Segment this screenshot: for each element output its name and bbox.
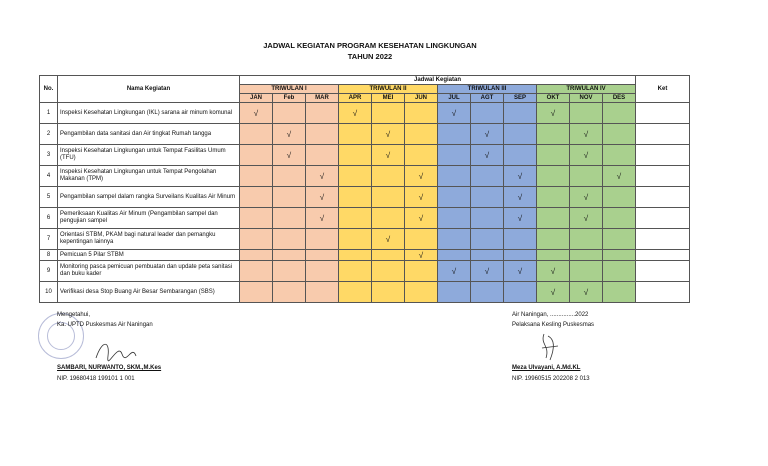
month-cell [240, 124, 273, 145]
month-cell [471, 208, 504, 229]
month-cell [438, 250, 471, 261]
month-cell [504, 145, 537, 166]
month-cell [339, 103, 372, 124]
check-mark: √ [583, 192, 589, 202]
month-cell [603, 229, 636, 250]
month-cell [570, 145, 603, 166]
activity-name: Pemeriksaan Kualitas Air Minum (Pengambilan sampel dan pengujian sampel [58, 208, 240, 229]
activity-name: Verifikasi desa Stop Buang Air Besar Sembarangan (SBS) [58, 282, 240, 303]
month-cell [339, 282, 372, 303]
header-quarter-2: TRIWULAN II [339, 85, 438, 94]
month-cell [471, 124, 504, 145]
month-cell [306, 124, 339, 145]
ket-cell [636, 250, 690, 261]
check-mark: √ [484, 150, 490, 160]
header-month-apr: APR [339, 94, 372, 103]
row-number: 3 [40, 145, 58, 166]
month-cell [306, 166, 339, 187]
month-cell [405, 261, 438, 282]
month-cell [372, 124, 405, 145]
check-mark: √ [550, 108, 556, 118]
check-mark: √ [583, 150, 589, 160]
table-row [40, 208, 690, 229]
check-mark: √ [550, 266, 556, 276]
month-cell [339, 187, 372, 208]
check-mark: √ [385, 150, 391, 160]
row-number: 1 [40, 103, 58, 124]
month-cell [537, 282, 570, 303]
month-cell [339, 208, 372, 229]
month-cell [240, 145, 273, 166]
month-cell [438, 261, 471, 282]
month-cell [372, 103, 405, 124]
check-mark: √ [451, 108, 457, 118]
row-number: 6 [40, 208, 58, 229]
month-cell [570, 124, 603, 145]
row-number: 10 [40, 282, 58, 303]
row-number: 5 [40, 187, 58, 208]
month-cell [504, 166, 537, 187]
check-mark: √ [352, 108, 358, 118]
month-cell [570, 229, 603, 250]
month-cell [438, 124, 471, 145]
month-cell [537, 187, 570, 208]
month-cell [306, 145, 339, 166]
month-cell [405, 208, 438, 229]
row-number: 9 [40, 261, 58, 282]
ket-cell [636, 166, 690, 187]
month-cell [372, 250, 405, 261]
table-row [40, 103, 690, 124]
header-name: Nama Kegiatan [58, 76, 240, 103]
month-cell [405, 103, 438, 124]
month-cell [372, 261, 405, 282]
month-cell [471, 229, 504, 250]
header-quarter-1: TRIWULAN I [240, 85, 339, 94]
month-cell [603, 124, 636, 145]
month-cell [504, 103, 537, 124]
check-mark: √ [319, 171, 325, 181]
activity-name: Inspeksi Kesehatan Lingkungan untuk Tempat Pengolahan Makanan (TPM) [58, 166, 240, 187]
month-cell [273, 187, 306, 208]
activity-name: Orientasi STBM, PKAM bagi natural leader dan pemangku kepentingan lainnya [58, 229, 240, 250]
month-cell [273, 250, 306, 261]
schedule-body [40, 103, 690, 303]
month-cell [405, 145, 438, 166]
check-mark: √ [253, 108, 259, 118]
activity-name: Inspeksi Kesehatan Lingkungan (IKL) sarana air minum komunal [58, 103, 240, 124]
month-cell [537, 166, 570, 187]
month-cell [471, 166, 504, 187]
month-cell [603, 145, 636, 166]
month-cell [504, 208, 537, 229]
month-cell [240, 103, 273, 124]
check-mark: √ [484, 129, 490, 139]
row-number: 7 [40, 229, 58, 250]
row-number: 4 [40, 166, 58, 187]
month-cell [372, 166, 405, 187]
check-mark: √ [286, 150, 292, 160]
ket-cell [636, 145, 690, 166]
month-cell [570, 208, 603, 229]
month-cell [537, 145, 570, 166]
table-row [40, 187, 690, 208]
month-cell [570, 261, 603, 282]
header-month-agt: AGT [471, 94, 504, 103]
header-month-nov: NOV [570, 94, 603, 103]
month-cell [306, 208, 339, 229]
month-cell [240, 282, 273, 303]
month-cell [273, 229, 306, 250]
signature-left-line1: Mengetahui, [57, 312, 91, 318]
header-month-sep: SEP [504, 94, 537, 103]
month-cell [504, 187, 537, 208]
header-schedule: Jadwal Kegiatan [240, 76, 636, 85]
row-number: 2 [40, 124, 58, 145]
check-mark: √ [418, 213, 424, 223]
check-mark: √ [418, 192, 424, 202]
check-mark: √ [418, 250, 424, 260]
ket-cell [636, 103, 690, 124]
header-ket: Ket [636, 76, 690, 103]
table-row [40, 282, 690, 303]
check-mark: √ [319, 213, 325, 223]
activity-name: Inspeksi Kesehatan Lingkungan untuk Tempat Fasilitas Umum (TFU) [58, 145, 240, 166]
month-cell [504, 282, 537, 303]
header-month-jun: JUN [405, 94, 438, 103]
month-cell [273, 145, 306, 166]
check-mark: √ [583, 129, 589, 139]
month-cell [570, 166, 603, 187]
month-cell [504, 124, 537, 145]
month-cell [306, 187, 339, 208]
month-cell [537, 229, 570, 250]
month-cell [372, 145, 405, 166]
month-cell [603, 187, 636, 208]
ket-cell [636, 208, 690, 229]
signature-right-line2: Pelaksana Kesling Puskesmas [512, 322, 595, 328]
month-cell [273, 261, 306, 282]
signature-right-name: Meza Ulvayani, A.Md.KL [512, 365, 581, 371]
month-cell [273, 103, 306, 124]
month-cell [339, 145, 372, 166]
month-cell [471, 282, 504, 303]
activity-name: Pengambilan data sanitasi dan Air tingkat Rumah tangga [58, 124, 240, 145]
month-cell [504, 229, 537, 250]
check-mark: √ [385, 129, 391, 139]
month-cell [438, 145, 471, 166]
month-cell [240, 250, 273, 261]
month-cell [306, 250, 339, 261]
table-row [40, 229, 690, 250]
header-quarter-3: TRIWULAN III [438, 85, 537, 94]
month-cell [537, 261, 570, 282]
table-row [40, 261, 690, 282]
month-cell [306, 103, 339, 124]
month-cell [603, 166, 636, 187]
check-mark: √ [286, 129, 292, 139]
month-cell [339, 261, 372, 282]
month-cell [570, 187, 603, 208]
check-mark: √ [517, 266, 523, 276]
month-cell [339, 124, 372, 145]
check-mark: √ [517, 213, 523, 223]
activity-name: Monitoring pasca pemicuan pembuatan dan update peta sanitasi dan buku kader [58, 261, 240, 282]
check-mark: √ [451, 266, 457, 276]
month-cell [306, 229, 339, 250]
month-cell [570, 103, 603, 124]
check-mark: √ [583, 213, 589, 223]
month-cell [504, 261, 537, 282]
month-cell [372, 208, 405, 229]
schedule-table [39, 75, 690, 303]
ket-cell [636, 187, 690, 208]
month-cell [471, 250, 504, 261]
month-cell [504, 250, 537, 261]
month-cell [603, 261, 636, 282]
month-cell [339, 250, 372, 261]
month-cell [372, 229, 405, 250]
month-cell [405, 282, 438, 303]
month-cell [306, 261, 339, 282]
month-cell [438, 103, 471, 124]
month-cell [471, 103, 504, 124]
document-subtitle: TAHUN 2022 [347, 52, 393, 61]
check-mark: √ [583, 287, 589, 297]
month-cell [240, 166, 273, 187]
month-cell [405, 187, 438, 208]
ket-cell [636, 282, 690, 303]
check-mark: √ [517, 192, 523, 202]
ket-cell [636, 261, 690, 282]
header-month-des: DES [603, 94, 636, 103]
ket-cell [636, 229, 690, 250]
month-cell [240, 229, 273, 250]
month-cell [273, 166, 306, 187]
month-cell [240, 187, 273, 208]
month-cell [438, 229, 471, 250]
signature-left-name: SAMBARI, NURWANTO, SKM.,M.Kes [57, 365, 162, 371]
month-cell [438, 187, 471, 208]
header-month-mei: MEI [372, 94, 405, 103]
month-cell [405, 124, 438, 145]
table-row [40, 250, 690, 261]
header-month-jul: JUL [438, 94, 471, 103]
header-month-mar: MAR [306, 94, 339, 103]
month-cell [273, 282, 306, 303]
activity-name: Pengambilan sampel dalam rangka Surveilans Kualitas Air Minum [58, 187, 240, 208]
month-cell [372, 282, 405, 303]
header-month-feb: Feb [273, 94, 306, 103]
month-cell [537, 250, 570, 261]
month-cell [471, 145, 504, 166]
signature-left-line2: Ka. UPTD Puskesmas Air Naningan [57, 322, 153, 328]
table-row [40, 145, 690, 166]
check-mark: √ [484, 266, 490, 276]
month-cell [570, 250, 603, 261]
signature-left-nip: NIP. 19680418 199101 1 001 [57, 376, 135, 382]
table-row [40, 166, 690, 187]
check-mark: √ [418, 171, 424, 181]
header-month-okt: OKT [537, 94, 570, 103]
month-cell [405, 229, 438, 250]
signature-right-nip: NIP. 19960515 202208 2 013 [512, 376, 590, 382]
month-cell [273, 208, 306, 229]
month-cell [537, 208, 570, 229]
document-title: JADWAL KEGIATAN PROGRAM KESEHATAN LINGKUNGAN [263, 41, 477, 50]
activity-name: Pemicuan 5 Pilar STBM [58, 250, 240, 261]
row-number: 8 [40, 250, 58, 261]
month-cell [339, 166, 372, 187]
month-cell [537, 103, 570, 124]
month-cell [240, 208, 273, 229]
month-cell [405, 250, 438, 261]
header-no: No. [40, 76, 58, 103]
check-mark: √ [319, 192, 325, 202]
month-cell [603, 250, 636, 261]
month-cell [306, 282, 339, 303]
signature-left-scribble [92, 336, 142, 364]
month-cell [339, 229, 372, 250]
signature-right-scribble [536, 330, 566, 364]
check-mark: √ [385, 234, 391, 244]
check-mark: √ [550, 287, 556, 297]
signature-right-line1: Air Naningan, ...............2022 [512, 312, 589, 318]
month-cell [438, 208, 471, 229]
check-mark: √ [517, 171, 523, 181]
check-mark: √ [616, 171, 622, 181]
header-month-jan: JAN [240, 94, 273, 103]
ket-cell [636, 124, 690, 145]
month-cell [405, 166, 438, 187]
month-cell [471, 187, 504, 208]
month-cell [603, 208, 636, 229]
month-cell [240, 261, 273, 282]
month-cell [471, 261, 504, 282]
month-cell [570, 282, 603, 303]
month-cell [537, 124, 570, 145]
month-cell [372, 187, 405, 208]
month-cell [438, 282, 471, 303]
month-cell [603, 282, 636, 303]
month-cell [273, 124, 306, 145]
header-quarter-4: TRIWULAN IV [537, 85, 636, 94]
table-row [40, 124, 690, 145]
month-cell [438, 166, 471, 187]
month-cell [603, 103, 636, 124]
